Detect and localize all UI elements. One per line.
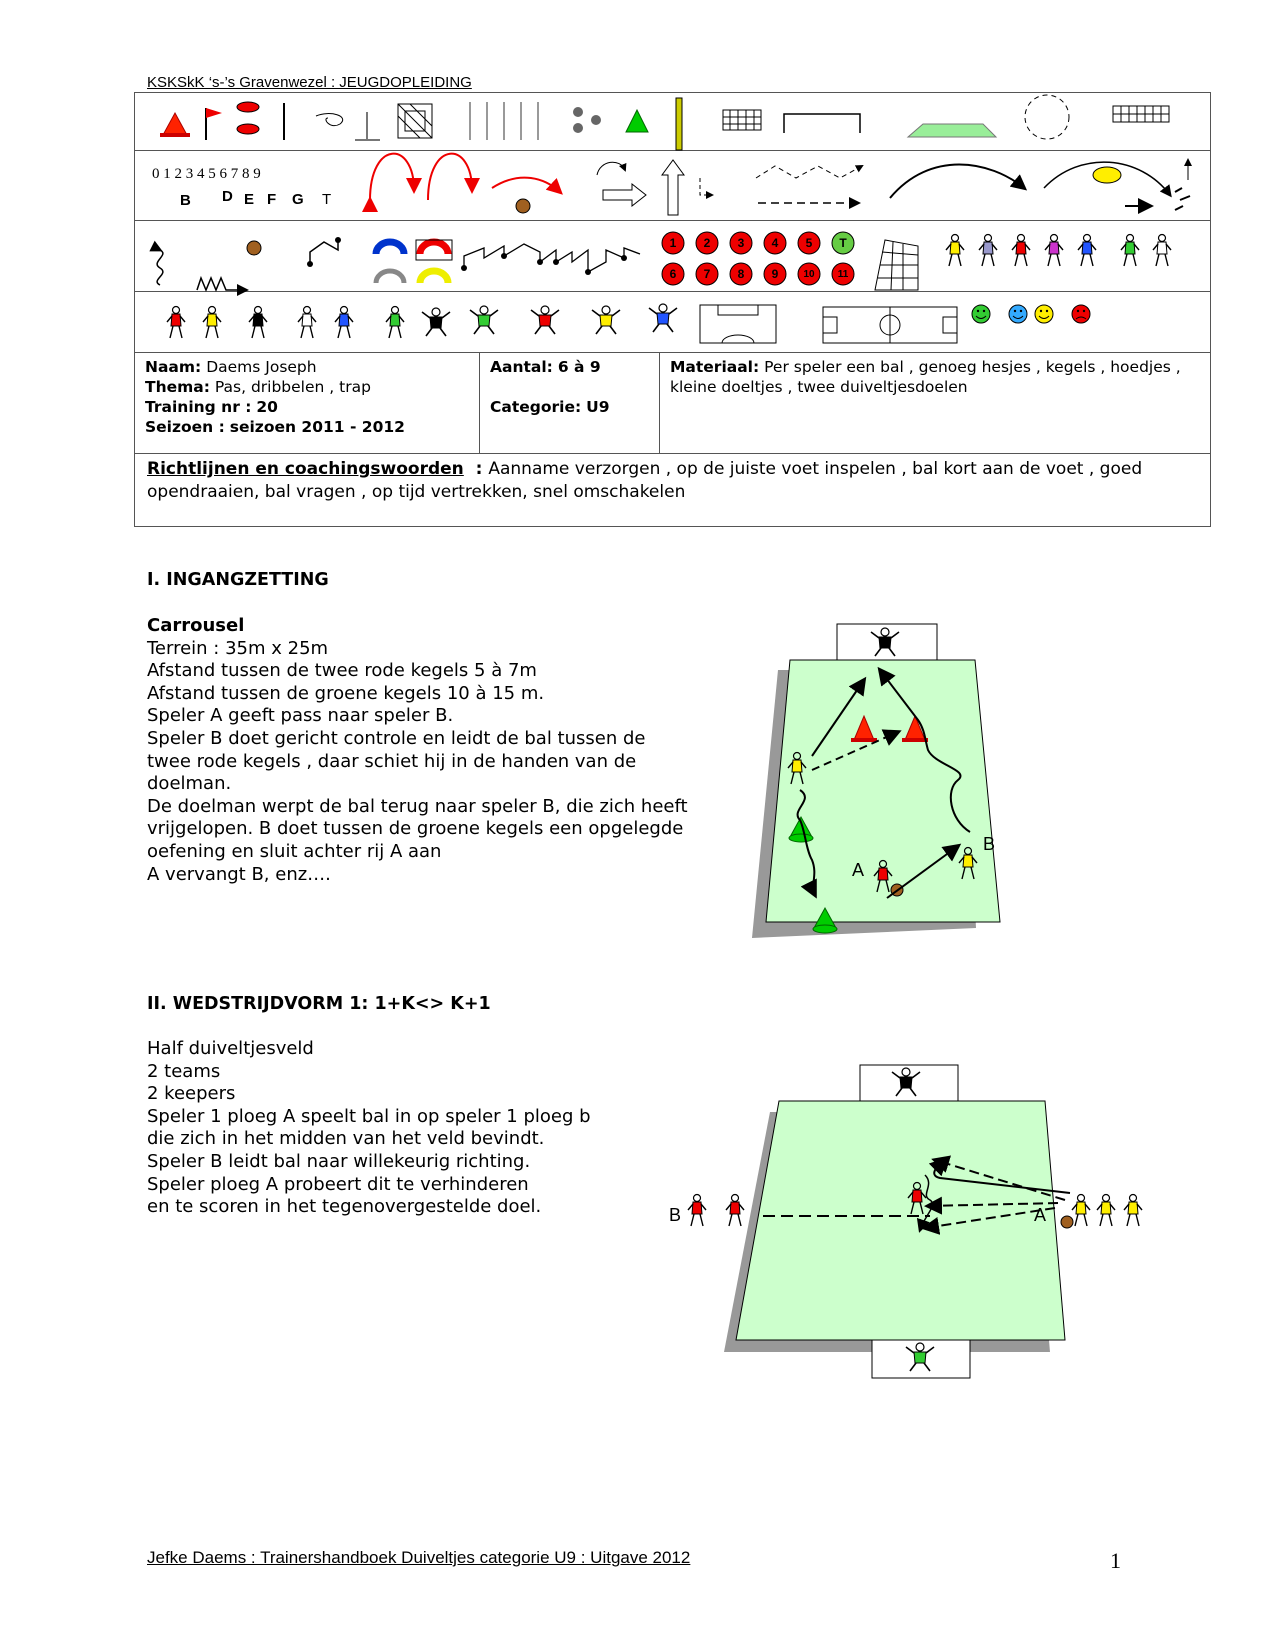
svg-text:G: G: [292, 191, 304, 208]
page-number: 1: [1110, 1548, 1121, 1573]
svg-text:T: T: [322, 191, 332, 208]
svg-text:8: 8: [737, 267, 745, 281]
section-2-text: Half duiveltjesveld 2 teams 2 keepers Speler 1 ploeg A speelt bal in op speler 1 ploeg b die zich in het midden van het veld bevindt. Speler B leidt bal naar willekeurig richting. Speler ploeg A probeert dit te verhinderen en te scoren in het tegenovergestelde doel.: [147, 1038, 591, 1218]
naam-value: Daems Joseph: [206, 358, 317, 376]
page-footer: Jefke Daems : Trainershandboek Duiveltjes categorie U9 : Uitgave 2012: [147, 1548, 691, 1567]
ball-icon: [1061, 1216, 1073, 1228]
svg-text:9: 9: [771, 267, 779, 281]
team-b-player: [688, 1195, 706, 1227]
svg-text:1: 1: [669, 236, 677, 250]
label-a: A: [852, 860, 865, 880]
svg-text:T: T: [839, 236, 847, 250]
label-b: B: [983, 834, 996, 854]
training-value: 20: [256, 398, 278, 416]
richtlijnen-value: Aanname verzorgen , op de juiste voet inspelen , bal kort aan de voet , goed opendraaien, bal vragen , op tijd vertrekken, snel omschakelen: [147, 459, 1143, 502]
section-1-text: Carrousel Terrein : 35m x 25m Afstand tussen de twee rode kegels 5 à 7m Afstand tussen de groene kegels 10 à 15 m. Speler A geeft pass naar speler B. Speler B doet gericht controle en leidt de bal tussen de twee rode kegels , daar schiet hij in de handen van de doelman. De doelman werpt de bal terug naar speler B, die zich heeft vrijgelopen. B doet tussen de groene kegels een opgelegde oefening en sluit achter rij A aan A vervangt B, enz….: [147, 615, 688, 885]
svg-text:B: B: [180, 192, 191, 209]
info-general: Naam: Daems Joseph Thema: Pas, dribbelen , trap Training nr : 20 Seizoen : seizoen 2011 - 2012: [135, 353, 480, 453]
team-b-player: [726, 1195, 744, 1227]
svg-text:E: E: [244, 191, 255, 208]
svg-text:10: 10: [803, 269, 815, 280]
label-b: B: [669, 1205, 682, 1225]
svg-text:6: 6: [669, 267, 677, 281]
aantal-value: 6 à 9: [557, 358, 601, 376]
label-a: A: [1034, 1205, 1047, 1225]
svg-text:3: 3: [737, 236, 745, 250]
svg-text:7: 7: [703, 267, 711, 281]
seizoen-value: seizoen 2011 - 2012: [229, 418, 405, 436]
svg-text:F: F: [267, 191, 277, 208]
svg-text:D: D: [222, 188, 233, 205]
richtlijnen: Richtlijnen en coachingswoorden : Aanname verzorgen , op de juiste voet inspelen , bal kort aan de voet , goed opendraaien, bal vragen , op tijd vertrekken, snel omschakelen: [135, 453, 1210, 508]
section-1-subtitle: Carrousel: [147, 615, 245, 636]
team-a-player: [1072, 1195, 1090, 1227]
svg-text:4: 4: [771, 236, 779, 250]
categorie-value: U9: [586, 398, 610, 416]
svg-text:2: 2: [703, 236, 711, 250]
materiaal-value: Per speler een bal , genoeg hesjes , kegels , hoedjes , kleine doeltjes , twee duiveltjesdoelen: [670, 358, 1181, 396]
team-a-player: [1097, 1195, 1115, 1227]
field-2: [736, 1101, 1065, 1340]
page-header: KSKSkK ‘s-’s Gravenwezel : JEUGDOPLEIDING: [147, 74, 472, 91]
symbol-numbers: 0 1 2 3 4 5 6 7 8 9: [152, 166, 261, 182]
thema-value: Pas, dribbelen , trap: [214, 378, 371, 396]
info-group: Aantal: 6 à 9 Categorie: U9: [480, 353, 660, 453]
svg-text:5: 5: [805, 236, 813, 250]
team-a-player: [1124, 1195, 1142, 1227]
section-2-title: II. WEDSTRIJDVORM 1: 1+K<> K+1: [147, 994, 491, 1014]
svg-text:11: 11: [837, 269, 849, 280]
info-materiaal: Materiaal: Per speler een bal , genoeg hesjes , kegels , hoedjes , kleine doeltjes , twee duiveltjesdoelen: [670, 358, 1181, 396]
section-1-title: I. INGANGZETTING: [147, 570, 329, 590]
